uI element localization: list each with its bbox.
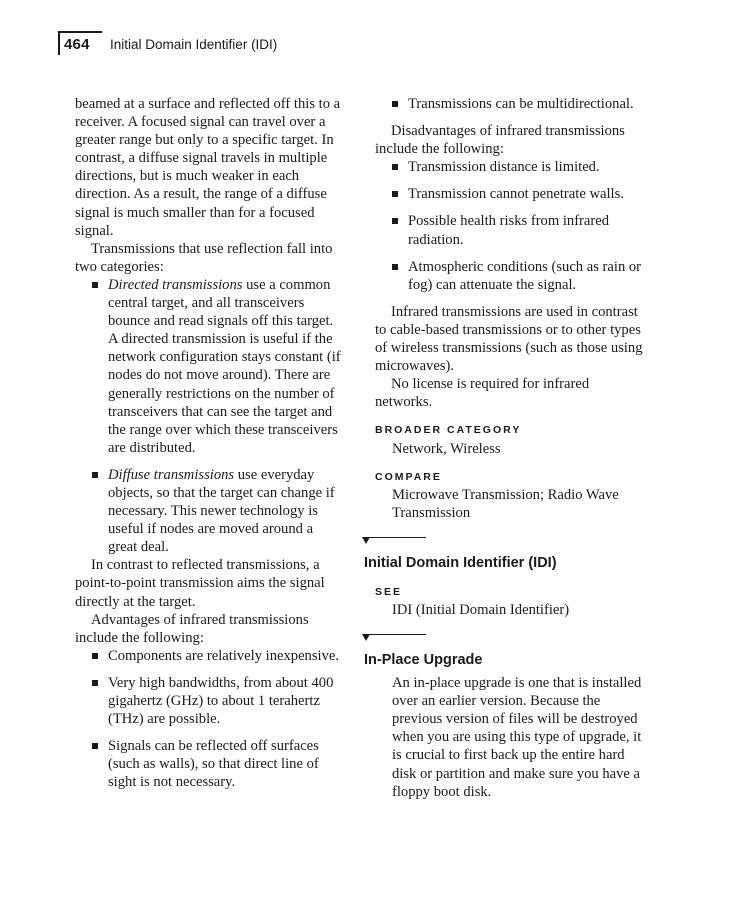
entry-marker xyxy=(362,634,426,646)
paragraph: Transmissions that use reflection fall into two categories: xyxy=(75,240,333,275)
list-item: Very high bandwidths, from about 400 gigahertz (GHz) to about 1 terahertz (THz) are possible. xyxy=(75,674,343,728)
paragraph: Advantages of infrared transmissions include the following: xyxy=(75,611,309,646)
entry-body: An in-place upgrade is one that is installed over an earlier version. Because the previous version of files will be destroyed when you are using this type of upgrade, it is crucial to first back up the entire hard disk or partition and make sure you have a floppy boot disk. xyxy=(392,675,642,800)
paragraph: beamed at a surface and reflected off this to a receiver. A focused signal can travel over a greater range but only to a specific target. In contrast, a diffuse signal travels in multiple directions, but is much weaker in each direction. As a result, the range of a diffuse signal is much smaller than for a focused signal. xyxy=(75,96,341,239)
paragraph: Infrared transmissions are used in contrast to cable-based transmissions or to other types of wireless transmissions (such as those using microwaves). xyxy=(375,303,643,375)
compare-value: Microwave Transmission; Radio Wave Transmission xyxy=(392,486,619,521)
list-item: Components are relatively inexpensive. xyxy=(75,647,343,665)
running-title: Initial Domain Identifier (IDI) xyxy=(110,37,278,52)
definition: use a common central target, and all transceivers bounce and read signals off this target. A directed transmission is useful if the network configuration stays constant (if nodes do not move around). There are generally restrictions on the number of transceivers that can see the target and the range over which these transceivers are distributed. xyxy=(108,276,341,456)
definition: use everyday objects, so that the target can change if necessary. This newer technology is useful if nodes are moved around a great deal. xyxy=(108,466,335,556)
paragraph: Disadvantages of infrared transmissions include the following: xyxy=(375,123,625,158)
advantages-list-continued xyxy=(375,95,643,113)
list-item: Transmissions can be multidirectional. xyxy=(375,95,643,113)
see-label: SEE xyxy=(375,585,403,598)
advantages-list xyxy=(75,647,343,792)
header-rule-horizontal xyxy=(58,31,102,33)
compare-label: COMPARE xyxy=(375,470,442,483)
reflection-categories-list xyxy=(75,276,343,556)
right-column xyxy=(364,95,643,801)
page-number: 464 xyxy=(64,36,90,53)
left-column xyxy=(75,95,343,791)
term: Diffuse transmissions xyxy=(108,466,235,483)
broader-category-value: Network, Wireless xyxy=(392,440,501,457)
entry-title: Initial Domain Identifier (IDI) xyxy=(364,554,557,571)
list-item: Signals can be reflected off surfaces (such as walls), so that direct line of sight is not necessary. xyxy=(75,737,343,791)
list-item: Transmission cannot penetrate walls. xyxy=(375,185,643,203)
entry-marker xyxy=(362,537,426,549)
list-item xyxy=(75,466,343,556)
paragraph: In contrast to reflected transmissions, a point-to-point transmission aims the signal directly at the target. xyxy=(75,557,325,610)
list-item: Transmission distance is limited. xyxy=(375,158,643,176)
broader-category-label: BROADER CATEGORY xyxy=(375,424,522,437)
list-item: Possible health risks from infrared radiation. xyxy=(375,212,643,248)
list-item xyxy=(75,276,343,457)
disadvantages-list xyxy=(375,158,643,294)
header-rule-vertical xyxy=(58,31,60,55)
term: Directed transmissions xyxy=(108,276,243,293)
entry-initial-domain-identifier xyxy=(364,541,643,619)
list-item: Atmospheric conditions (such as rain or fog) can attenuate the signal. xyxy=(375,258,643,294)
entry-title: In-Place Upgrade xyxy=(364,652,483,669)
entry-in-place-upgrade xyxy=(364,638,643,801)
paragraph: No license is required for infrared networks. xyxy=(375,376,590,411)
see-value: IDI (Initial Domain Identifier) xyxy=(392,601,570,618)
